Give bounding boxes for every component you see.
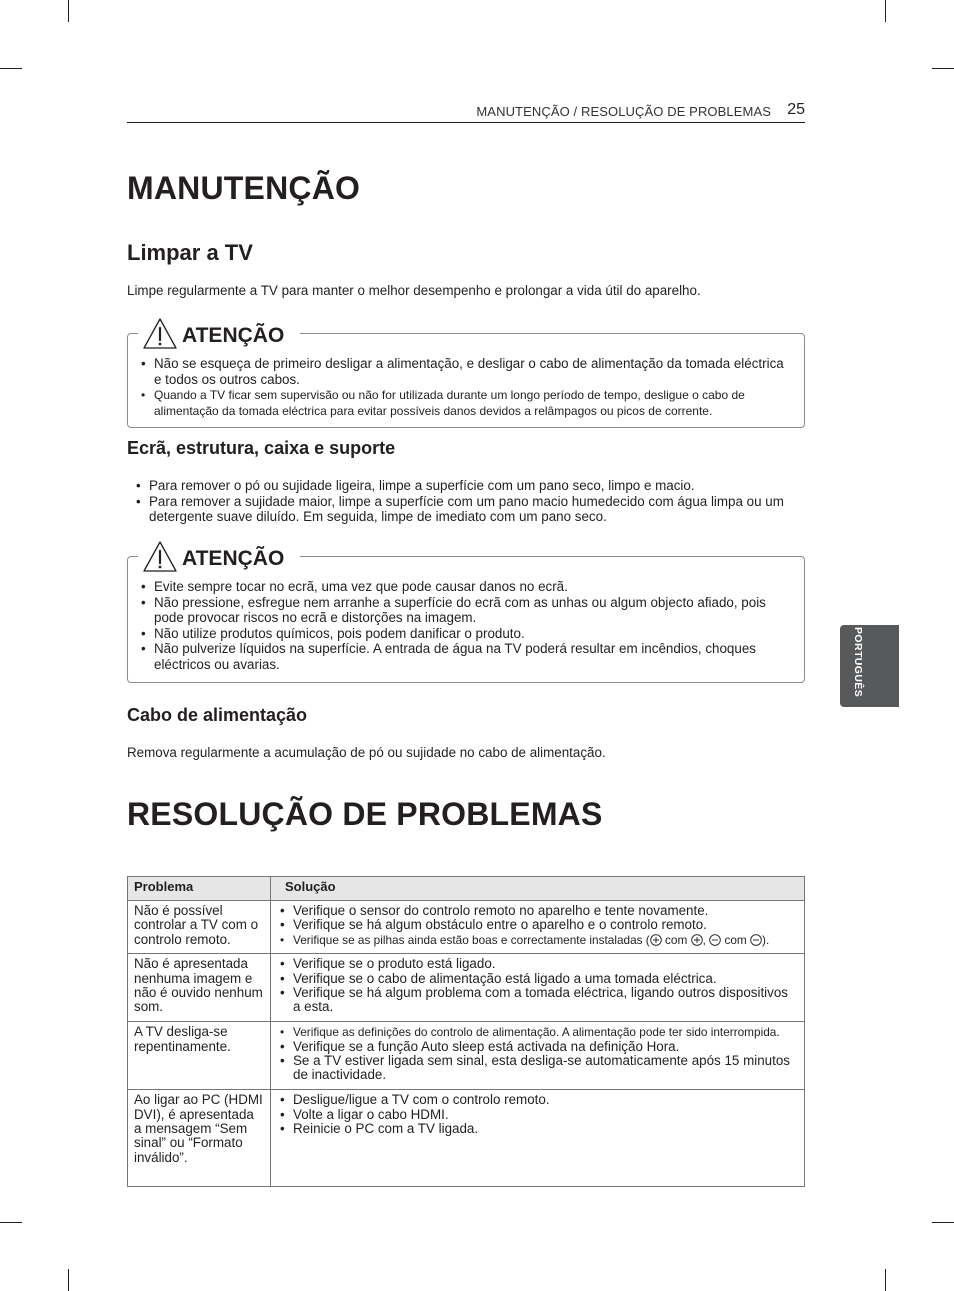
table-row xyxy=(128,1090,805,1187)
battery-plus-icon xyxy=(691,934,703,946)
caution-title: ATENÇÃO xyxy=(182,547,285,570)
solution-item: • Se a TV estiver ligada sem sinal, esta desliga-se automaticamente após 15 minutos de inactividade. xyxy=(280,1054,798,1083)
caution-list xyxy=(141,579,794,673)
solution-item: • Verifique se o cabo de alimentação está ligado a uma tomada eléctrica. xyxy=(280,972,798,986)
solution-item: • Reinicie o PC com a TV ligada. xyxy=(280,1122,798,1136)
problem-cell: Ao ligar ao PC (HDMI DVI), é apresentada a mensagem “Sem sinal” ou “Formato inválido”. xyxy=(128,1090,271,1187)
crop-mark xyxy=(68,1269,69,1291)
page-number: 25 xyxy=(787,101,805,118)
problem-cell: A TV desliga-se repentinamente. xyxy=(128,1022,271,1090)
battery-minus-icon xyxy=(709,934,721,946)
clean-tv-heading: Limpar a TV xyxy=(127,240,253,265)
power-cord-text: Remova regularmente a acumulação de pó ou sujidade no cabo de alimentação. xyxy=(127,745,606,760)
crop-mark xyxy=(0,68,22,69)
caution-box xyxy=(127,324,805,428)
table-row xyxy=(128,901,805,954)
battery-with-text: com xyxy=(724,932,747,947)
battery-minus-icon xyxy=(750,934,762,946)
crop-mark xyxy=(68,0,69,22)
screen-heading: Ecrã, estrutura, caixa e suporte xyxy=(127,438,396,458)
crop-mark xyxy=(932,68,954,69)
solution-item: • Volte a ligar o cabo HDMI. xyxy=(280,1108,798,1122)
caution-item: • Não pressione, esfregue nem arranhe a superfície do ecrã com as unhas ou algum objecto afiado, pois pode provocar riscos no ecrã e distorções na imagem. xyxy=(141,595,794,626)
table-header-row xyxy=(128,877,805,901)
screen-cleaning-list xyxy=(136,478,805,525)
table-row xyxy=(128,954,805,1022)
language-tab xyxy=(840,625,899,707)
solution-item: • Verifique se há algum problema com a tomada eléctrica, ligando outros dispositivos a esta. xyxy=(280,986,798,1015)
battery-end: ). xyxy=(762,932,770,947)
list-item: • Para remover a sujidade maior, limpe a superfície com um pano macio humedecido com água limpa ou um detergente suave diluído. Em seguida, limpe de imediato com um pano seco. xyxy=(136,494,805,525)
table-row xyxy=(128,1022,805,1090)
crop-mark xyxy=(0,1222,22,1223)
battery-check-text: Verifique se as pilhas ainda estão boas e correctamente instaladas ( xyxy=(293,932,650,947)
warning-icon xyxy=(142,317,178,350)
solution-item: • Verifique o sensor do controlo remoto no aparelho e tente novamente. xyxy=(280,904,798,918)
solution-item: • Desligue/ligue a TV com o controlo remoto. xyxy=(280,1093,798,1107)
solution-item xyxy=(280,933,798,947)
solution-item: • Verifique se o produto está ligado. xyxy=(280,957,798,971)
troubleshooting-title: RESOLUÇÃO DE PROBLEMAS xyxy=(127,796,603,832)
solution-cell xyxy=(271,1090,805,1187)
solution-list xyxy=(280,1025,798,1083)
header-section-title: MANUTENÇÃO / RESOLUÇÃO DE PROBLEMAS xyxy=(476,104,771,119)
maintenance-title: MANUTENÇÃO xyxy=(127,170,361,206)
solution-cell xyxy=(271,901,805,954)
solution-item: • Verifique se há algum obstáculo entre o aparelho e o controlo remoto. xyxy=(280,918,798,932)
solution-list xyxy=(280,1093,798,1136)
power-cord-heading: Cabo de alimentação xyxy=(127,705,308,725)
crop-mark xyxy=(885,0,886,22)
problem-cell: Não é apresentada nenhuma imagem e não é ouvido nenhum som. xyxy=(128,954,271,1022)
caution-header xyxy=(138,533,300,573)
caution-list xyxy=(141,356,794,419)
caution-item: • Evite sempre tocar no ecrã, uma vez que pode causar danos no ecrã. xyxy=(141,579,794,595)
list-item: • Para remover o pó ou sujidade ligeira, limpe a superfície com um pano seco, limpo e macio. xyxy=(136,478,805,494)
solution-item: • Verifique as definições do controlo de alimentação. A alimentação pode ter sido interrompida. xyxy=(280,1025,798,1039)
crop-mark xyxy=(885,1269,886,1291)
troubleshooting-table xyxy=(127,876,805,1187)
caution-item: • Quando a TV ficar sem supervisão ou não for utilizada durante um longo período de tempo, desligue o cabo de alimentação da tomada eléctrica para evitar possíveis danos devidos a relâmpagos ou picos de corrente. xyxy=(141,387,794,419)
column-header-solution: Solução xyxy=(271,877,805,901)
battery-separator: , xyxy=(702,932,706,947)
battery-plus-icon xyxy=(650,934,662,946)
crop-mark xyxy=(932,1222,954,1223)
running-header xyxy=(127,100,805,123)
battery-with-text: com xyxy=(665,932,688,947)
solution-cell xyxy=(271,954,805,1022)
warning-icon xyxy=(142,540,178,573)
solution-list xyxy=(280,904,798,947)
caution-box xyxy=(127,547,805,683)
solution-item: • Verifique se a função Auto sleep está activada na definição Hora. xyxy=(280,1040,798,1054)
caution-item: • Não se esqueça de primeiro desligar a alimentação, e desligar o cabo de alimentação da tomada eléctrica e todos os outros cabos. xyxy=(141,356,794,387)
column-header-problem: Problema xyxy=(128,877,271,901)
caution-title: ATENÇÃO xyxy=(182,324,285,347)
language-tab-label: PORTUGUÊS xyxy=(852,627,864,698)
solution-cell xyxy=(271,1022,805,1090)
caution-header xyxy=(138,310,300,350)
solution-list xyxy=(280,957,798,1015)
problem-cell: Não é possível controlar a TV com o controlo remoto. xyxy=(128,901,271,954)
caution-item: • Não pulverize líquidos na superfície. A entrada de água na TV poderá resultar em incêndios, choques eléctricos ou avarias. xyxy=(141,641,794,672)
caution-item: • Não utilize produtos químicos, pois podem danificar o produto. xyxy=(141,626,794,642)
clean-tv-intro: Limpe regularmente a TV para manter o melhor desempenho e prolongar a vida útil do aparelho. xyxy=(127,283,701,298)
